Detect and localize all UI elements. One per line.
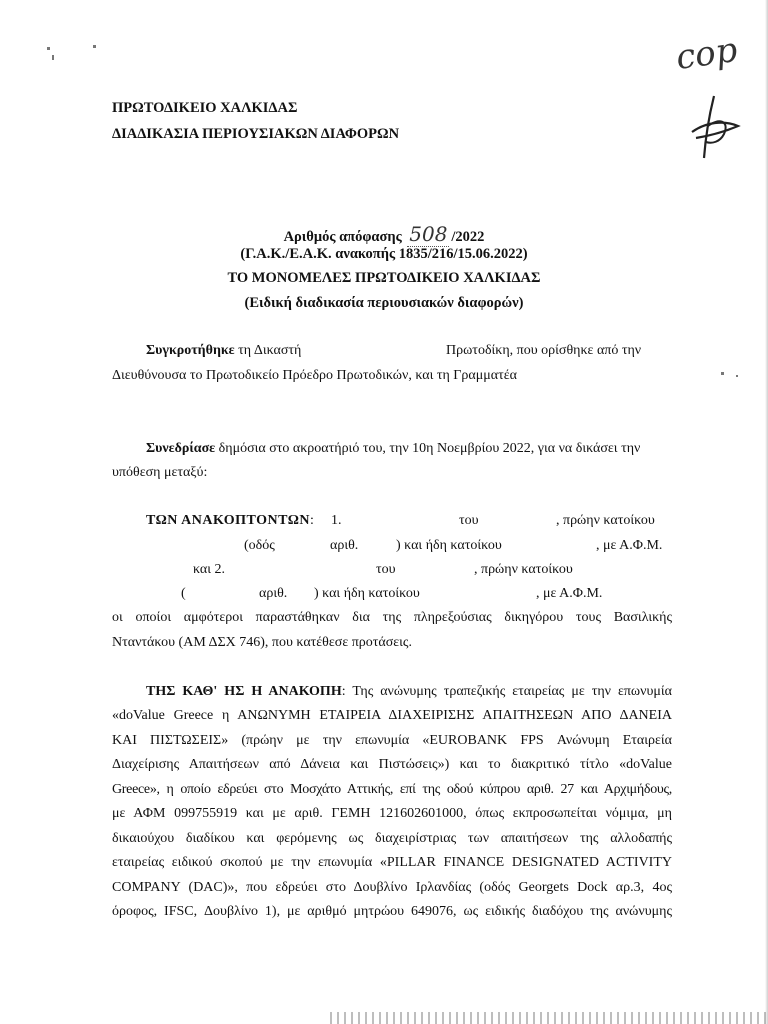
plaintiff-1-now-resident: ) και ήδη κατοίκου (396, 538, 502, 553)
decision-label: Αριθμός απόφασης (283, 229, 402, 245)
scan-speck (736, 375, 738, 377)
composition-text-1a: τη Δικαστή (238, 343, 302, 358)
plaintiffs-filing-line: Νταντάκου (ΑΜ ΔΣΧ 746), που κατέθεσε προτάσεις. (112, 635, 412, 650)
scan-speck (52, 55, 54, 60)
session-line-2: υπόθεση μεταξύ: (112, 465, 208, 480)
procedure-note: (Ειδική διαδικασία περιουσιακών διαφορών) (244, 295, 524, 311)
handwritten-initials: cop (673, 29, 740, 79)
defendant-line-9: COMPANY (DAC)», που εδρεύει στο Δουβλίνο Ιρλανδίας (οδός Georgets Dock αρ.3, 4ος (112, 880, 672, 895)
defendant-line-5: Greece», η οποίο εδρεύει στο Μοσχάτο Αττικής, επί της οδού κύπρου αριθ. 27 και Αρχιμήδους, (112, 782, 672, 797)
plaintiff-2-arith: αριθ. (259, 586, 288, 601)
court-name: ΠΡΩΤΟΔΙΚΕΙΟ ΧΑΛΚΙΔΑΣ (112, 100, 298, 116)
defendant-line-1: ΤΗΣ ΚΑΘ' ΗΣ Η ΑΝΑΚΟΠΗ: Της ανώνυμης τραπεζικής εταιρείας με την επωνυμία (146, 684, 672, 699)
court-title: ΤΟ ΜΟΝΟΜΕΛΕΣ ΠΡΩΤΟΔΙΚΕΙΟ ΧΑΛΚΙΔΑΣ (227, 270, 541, 286)
plaintiff-1-number: 1. (331, 513, 342, 528)
scan-speck (93, 45, 96, 48)
plaintiff-1-tou: του (459, 513, 479, 528)
plaintiff-1-afm: , με Α.Φ.Μ. (596, 538, 663, 553)
composition-line-2: Διευθύνουσα το Πρωτοδικείο Πρόεδρο Πρωτοδικών, και τη Γραμματέα (112, 368, 517, 383)
scan-bottom-noise (330, 1012, 768, 1024)
session-line-1 (146, 441, 640, 457)
scan-speck (47, 47, 50, 50)
procedure-name: ΔΙΑΔΙΚΑΣΙΑ ΠΕΡΙΟΥΣΙΑΚΩΝ ΔΙΑΦΟΡΩΝ (112, 126, 400, 142)
plaintiff-2-tou: του (376, 562, 396, 577)
plaintiff-2-afm: , με Α.Φ.Μ. (536, 586, 603, 601)
plaintiff-1-former-resident: , πρώην κατοίκου (556, 513, 655, 528)
plaintiff-2-now-resident: ) και ήδη κατοίκου (314, 586, 420, 601)
defendant-line-6: με ΑΦΜ 099755919 και με αριθ. ΓΕΜΗ 121602601000, όπως εκπροσωπείται νόμιμα, μη (112, 806, 672, 821)
composition-lead: Συγκροτήθηκε (146, 343, 235, 358)
plaintiff-2-paren: ( (181, 586, 186, 601)
scan-speck (721, 372, 724, 375)
defendant-lead: ΤΗΣ ΚΑΘ' ΗΣ Η ΑΝΑΚΟΠΗ (146, 684, 342, 699)
plaintiffs-lead: ΤΩΝ ΑΝΑΚΟΠΤΟΝΤΩΝ: (146, 513, 314, 528)
plaintiff-1-arith: αριθ. (330, 538, 359, 553)
composition-line-1b: Πρωτοδίκη, που ορίσθηκε από την (446, 343, 642, 358)
plaintiffs-attorney-line: οι οποίοι αμφότεροι παραστάθηκαν δια της πληρεξούσιας δικηγόρου τους Βασιλικής (112, 610, 672, 625)
case-reference: (Γ.Α.Κ./Ε.Α.Κ. ανακοπής 1835/216/15.06.2022) (240, 246, 528, 262)
defendant-line-10: όροφος, IFSC, Δουβλίνο 1), με αριθμό μητρώου 649076, ως ειδικής διαδόχου της ανώνυμης (112, 904, 672, 919)
defendant-line-4: Διαχείρισης Απαιτήσεων από Δάνεια και Πιστώσεις») και το διακριτικό τίτλο «doValue (112, 757, 672, 772)
plaintiff-1-street: (οδός (244, 538, 275, 553)
handwritten-signature (684, 92, 744, 162)
defendant-line-8: εταιρείας ειδικού σκοπού με την επωνυμία «PILLAR FINANCE DESIGNATED ACTIVITY (112, 855, 672, 870)
decision-number-handwritten: 508 (409, 222, 448, 246)
plaintiff-2-number: και 2. (193, 562, 226, 577)
decision-year: /2022 (451, 229, 485, 245)
session-lead: Συνεδρίασε (146, 441, 216, 456)
composition-line-1 (146, 343, 301, 359)
decision-number-line (0, 222, 768, 247)
defendant-line-3: ΚΑΙ ΠΙΣΤΩΣΕΙΣ» (πρώην με την επωνυμία «EUROBANK FPS Ανώνυμη Εταιρεία (112, 733, 672, 748)
session-text-1: δημόσια στο ακροατήριό του, την 10η Νοεμβρίου 2022, για να δικάσει την (218, 441, 641, 456)
defendant-line-2: «doValue Greece η ΑΝΩΝΥΜΗ ΕΤΑΙΡΕΙΑ ΔΙΑΧΕΙΡΙΣΗΣ ΑΠΑΙΤΗΣΕΩΝ ΑΠΟ ΔΑΝΕΙΑ (112, 708, 672, 723)
defendant-line-7: δικαιούχου διαδίκου και φερόμενης ως διαχειρίστριας των απαιτήσεων της αλλοδαπής (112, 831, 672, 846)
plaintiff-2-former-resident: , πρώην κατοίκου (474, 562, 573, 577)
